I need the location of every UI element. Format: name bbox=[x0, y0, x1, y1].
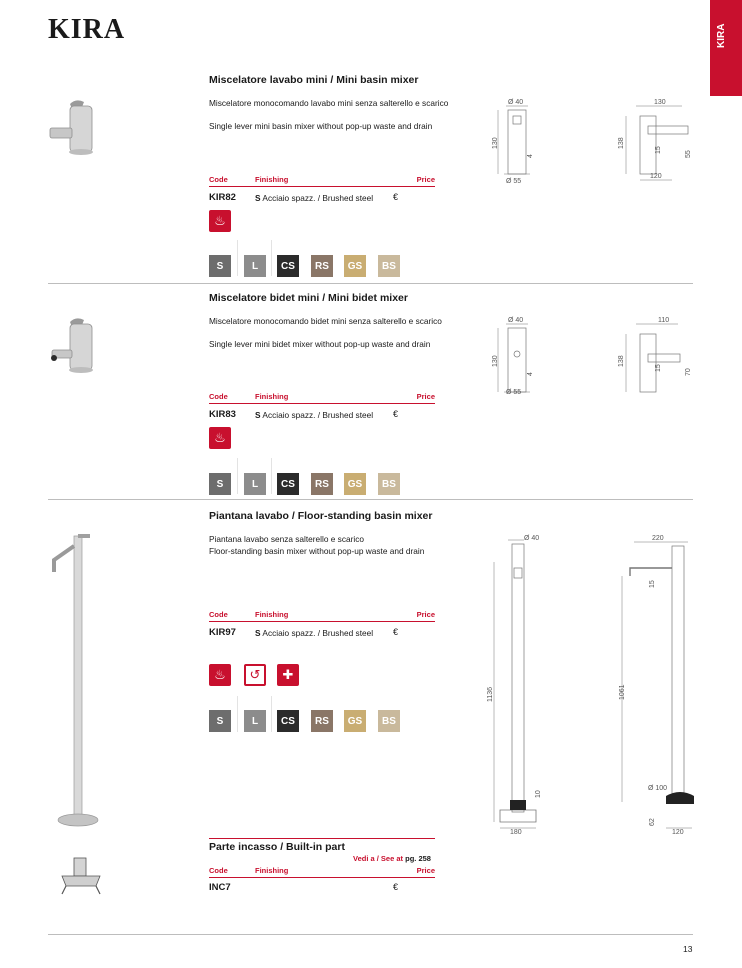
svg-text:62: 62 bbox=[649, 818, 656, 826]
water-saving-icon: ♨ bbox=[209, 427, 231, 449]
svg-text:4: 4 bbox=[527, 154, 534, 158]
finish-description bbox=[255, 193, 373, 203]
header-code: Code bbox=[209, 866, 228, 875]
finish-code: S bbox=[255, 410, 261, 420]
dimension-drawing-front bbox=[488, 96, 548, 186]
header-divider bbox=[209, 186, 435, 187]
side-tab bbox=[710, 0, 742, 96]
section-divider bbox=[48, 499, 693, 500]
swatch-s: S bbox=[209, 255, 231, 277]
svg-text:70: 70 bbox=[685, 368, 692, 376]
svg-text:138: 138 bbox=[618, 137, 625, 149]
product-code: KIR82 bbox=[209, 192, 236, 203]
header-divider bbox=[209, 877, 435, 878]
header-finishing: Finishing bbox=[255, 610, 289, 619]
svg-text:Ø 40: Ø 40 bbox=[508, 99, 524, 106]
dimension-drawing-side bbox=[610, 532, 700, 842]
product-desc-en: Single lever mini basin mixer without pop-up waste and drain bbox=[209, 121, 433, 131]
swatch-bs: BS bbox=[378, 255, 400, 277]
swatch-rs: RS bbox=[311, 710, 333, 732]
product-image-basin-mixer bbox=[48, 96, 98, 158]
header-code: Code bbox=[209, 392, 228, 401]
swatch-rs: RS bbox=[311, 473, 333, 495]
svg-text:Ø 55: Ø 55 bbox=[506, 178, 522, 185]
water-saving-icon: ♨ bbox=[209, 664, 231, 686]
table-header bbox=[209, 610, 435, 620]
water-saving-icon: ♨ bbox=[209, 210, 231, 232]
svg-text:15: 15 bbox=[649, 580, 656, 588]
svg-text:10: 10 bbox=[535, 790, 542, 798]
swatch-rs: RS bbox=[311, 255, 333, 277]
svg-text:220: 220 bbox=[652, 535, 664, 542]
svg-text:120: 120 bbox=[650, 173, 662, 180]
product-desc-en: Single lever mini bidet mixer without pop-up waste and drain bbox=[209, 339, 431, 349]
product-desc-en: Floor-standing basin mixer without pop-up waste and drain bbox=[209, 546, 425, 556]
svg-text:15: 15 bbox=[655, 364, 662, 372]
header-price: Price bbox=[416, 610, 435, 619]
brand-logo: KIRA bbox=[48, 14, 126, 45]
header-code: Code bbox=[209, 175, 228, 184]
finish-code: S bbox=[255, 193, 261, 203]
finish-name: Acciaio spazz. / Brushed steel bbox=[262, 628, 374, 638]
header-divider bbox=[209, 621, 435, 622]
price: € bbox=[393, 627, 399, 637]
svg-text:180: 180 bbox=[510, 829, 522, 836]
svg-text:Ø 100: Ø 100 bbox=[648, 785, 668, 792]
product-desc-it: Piantana lavabo senza salterello e scarico bbox=[209, 534, 364, 544]
svg-text:130: 130 bbox=[492, 355, 499, 367]
divider bbox=[237, 458, 238, 494]
see-reference bbox=[353, 854, 431, 863]
svg-text:1061: 1061 bbox=[619, 684, 626, 700]
product-image-bidet-mixer bbox=[48, 314, 98, 376]
table-header bbox=[209, 392, 435, 402]
side-tab-label: KIRA bbox=[716, 23, 727, 48]
finish-code: S bbox=[255, 628, 261, 638]
divider bbox=[271, 696, 272, 732]
medical-cross-icon: ✚ bbox=[277, 664, 299, 686]
header-price: Price bbox=[416, 392, 435, 401]
swatch-s: S bbox=[209, 473, 231, 495]
table-header bbox=[209, 866, 435, 876]
page-number: 13 bbox=[683, 944, 693, 954]
swatch-bs: BS bbox=[378, 710, 400, 732]
swatch-cs: CS bbox=[277, 710, 299, 732]
product-desc-it: Miscelatore monocomando lavabo mini senza salterello e scarico bbox=[209, 98, 449, 108]
svg-text:1136: 1136 bbox=[487, 686, 494, 702]
header-price: Price bbox=[416, 866, 435, 875]
finish-description bbox=[255, 628, 373, 638]
finish-name: Acciaio spazz. / Brushed steel bbox=[262, 410, 374, 420]
svg-text:Ø 40: Ø 40 bbox=[508, 317, 524, 324]
svg-text:110: 110 bbox=[658, 317, 670, 324]
header-divider bbox=[209, 403, 435, 404]
product-title: Piantana lavabo / Floor-standing basin mixer bbox=[209, 510, 433, 522]
builtin-top-line bbox=[209, 838, 435, 839]
swatch-gs: GS bbox=[344, 255, 366, 277]
product-code: KIR83 bbox=[209, 409, 236, 420]
see-page: pg. 258 bbox=[405, 854, 431, 863]
footer-divider bbox=[48, 934, 693, 935]
divider bbox=[271, 240, 272, 276]
swatch-bs: BS bbox=[378, 473, 400, 495]
price: € bbox=[393, 409, 399, 419]
svg-text:Ø 40: Ø 40 bbox=[524, 535, 540, 542]
header-price: Price bbox=[416, 175, 435, 184]
dimension-drawing-side bbox=[612, 96, 702, 186]
svg-text:130: 130 bbox=[492, 137, 499, 149]
product-image-floor-mixer bbox=[48, 532, 100, 832]
swatch-cs: CS bbox=[277, 255, 299, 277]
swatch-s: S bbox=[209, 710, 231, 732]
product-code: KIR97 bbox=[209, 627, 236, 638]
hand-shower-icon: ↺ bbox=[244, 664, 266, 686]
dimension-drawing-side bbox=[612, 314, 702, 404]
price: € bbox=[393, 192, 399, 202]
section-divider bbox=[48, 283, 693, 284]
divider bbox=[237, 240, 238, 276]
svg-text:120: 120 bbox=[672, 829, 684, 836]
swatch-l: L bbox=[244, 710, 266, 732]
svg-text:Ø 55: Ø 55 bbox=[506, 389, 522, 396]
svg-text:55: 55 bbox=[685, 150, 692, 158]
builtin-title: Parte incasso / Built-in part bbox=[209, 841, 345, 853]
builtin-price: € bbox=[393, 882, 399, 892]
product-image-builtin-part bbox=[56, 856, 106, 896]
header-finishing: Finishing bbox=[255, 866, 289, 875]
svg-text:138: 138 bbox=[618, 355, 625, 367]
swatch-gs: GS bbox=[344, 710, 366, 732]
builtin-code: INC7 bbox=[209, 882, 231, 893]
divider bbox=[271, 458, 272, 494]
divider bbox=[237, 696, 238, 732]
svg-text:15: 15 bbox=[655, 146, 662, 154]
finish-name: Acciaio spazz. / Brushed steel bbox=[262, 193, 374, 203]
svg-text:130: 130 bbox=[654, 99, 666, 106]
dimension-drawing-front bbox=[488, 314, 548, 404]
header-finishing: Finishing bbox=[255, 392, 289, 401]
product-title: Miscelatore lavabo mini / Mini basin mixer bbox=[209, 74, 419, 86]
table-header bbox=[209, 175, 435, 185]
swatch-cs: CS bbox=[277, 473, 299, 495]
product-desc-it: Miscelatore monocomando bidet mini senza salterello e scarico bbox=[209, 316, 442, 326]
header-finishing: Finishing bbox=[255, 175, 289, 184]
finish-description bbox=[255, 410, 373, 420]
header-code: Code bbox=[209, 610, 228, 619]
see-label: Vedi a / See at bbox=[353, 854, 404, 863]
svg-text:4: 4 bbox=[527, 372, 534, 376]
swatch-l: L bbox=[244, 473, 266, 495]
swatch-l: L bbox=[244, 255, 266, 277]
dimension-drawing-front bbox=[478, 532, 558, 842]
swatch-gs: GS bbox=[344, 473, 366, 495]
product-title: Miscelatore bidet mini / Mini bidet mixer bbox=[209, 292, 408, 304]
